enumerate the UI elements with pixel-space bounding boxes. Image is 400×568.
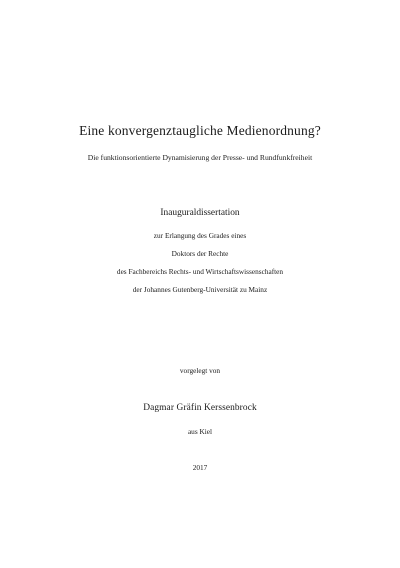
degree-purpose-line: zur Erlangung des Grades eines	[153, 231, 247, 240]
author-name: Dagmar Gräfin Kerssenbrock	[143, 403, 257, 413]
thesis-subtitle: Die funktionsorientierte Dynamisierung der Presse- und Rundfunkfreiheit	[87, 153, 313, 162]
faculty-line: des Fachbereichs Rechts- und Wirtschaftswissenschaften	[116, 267, 284, 276]
degree-name-line: Doktors der Rechte	[171, 249, 229, 258]
publication-year: 2017	[192, 463, 208, 472]
university-line: der Johannes Gutenberg-Universität zu Mainz	[132, 285, 268, 294]
author-origin: aus Kiel	[187, 427, 213, 436]
document-type: Inauguraldissertation	[160, 208, 240, 218]
thesis-title: Eine konvergenztaugliche Medienordnung?	[79, 123, 321, 138]
submitted-by-label: vorgelegt von	[179, 366, 221, 375]
